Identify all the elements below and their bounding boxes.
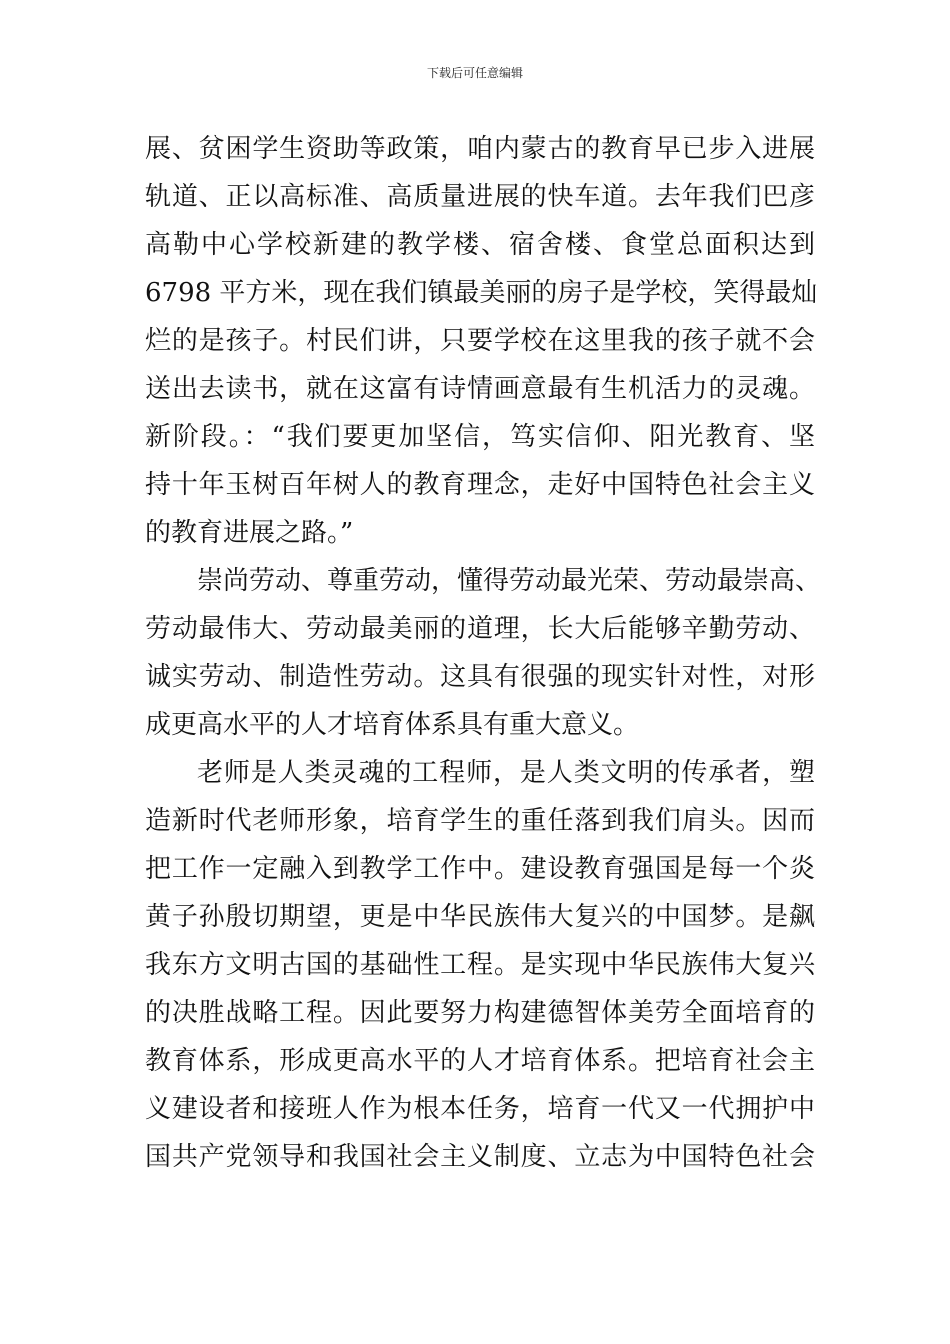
text-line: 高勒中心学校新建的教学楼、宿舍楼、食堂总面积达到 [145, 230, 815, 260]
text-line: 教育体系，形成更高水平的人才培育体系。把培育社会主 [145, 1046, 815, 1076]
text-line: 成更高水平的人才培育体系具有重大意义。 [145, 710, 640, 740]
text-line: 劳动最伟大、劳动最美丽的道理，长大后能够辛勤劳动、 [145, 614, 815, 644]
page-header-note: 下载后可任意编辑 [426, 66, 523, 80]
text-line: 造新时代老师形象，培育学生的重任落到我们肩头。因而 [145, 806, 815, 836]
text-line: 送出去读书，就在这富有诗情画意最有生机活力的灵魂。 [145, 374, 815, 404]
text-line: 崇尚劳动、尊重劳动，懂得劳动最光荣、劳动最崇高、 [197, 566, 822, 596]
text-line: 轨道、正以高标准、高质量进展的快车道。去年我们巴彦 [145, 182, 815, 212]
text-line: 的决胜战略工程。因此要努力构建德智体美劳全面培育的 [145, 998, 815, 1028]
text-line: 国共产党领导和我国社会主义制度、立志为中国特色社会 [145, 1142, 815, 1172]
text-line: 老师是人类灵魂的工程师，是人类文明的传承者，塑 [197, 758, 815, 788]
text-line: 我东方文明古国的基础性工程。是实现中华民族伟大复兴 [145, 950, 815, 980]
body-text [145, 125, 822, 1181]
text-line: 展、贫困学生资助等政策，咱内蒙古的教育早已步入进展 [145, 134, 815, 164]
text-line: 的教育进展之路。” [145, 518, 354, 548]
text-line: 黄子孙殷切期望，更是中华民族伟大复兴的中国梦。是飙 [145, 902, 815, 932]
text-line: 义建设者和接班人作为根本任务，培育一代又一代拥护中 [145, 1094, 815, 1124]
text-line: 把工作一定融入到教学工作中。建设教育强国是每一个炎 [145, 854, 815, 884]
text-line: 6798 平方米，现在我们镇最美丽的房子是学校，笑得最灿 [145, 278, 818, 308]
text-line: 烂的是孩子。村民们讲，只要学校在这里我的孩子就不会 [145, 326, 815, 356]
text-line: 新阶段。：“我们要更加坚信，笃实信仰、阳光教育、坚 [145, 422, 815, 452]
text-line: 诚实劳动、制造性劳动。这具有很强的现实针对性，对形 [145, 662, 815, 692]
text-line: 持十年玉树百年树人的教育理念，走好中国特色社会主义 [145, 470, 815, 500]
